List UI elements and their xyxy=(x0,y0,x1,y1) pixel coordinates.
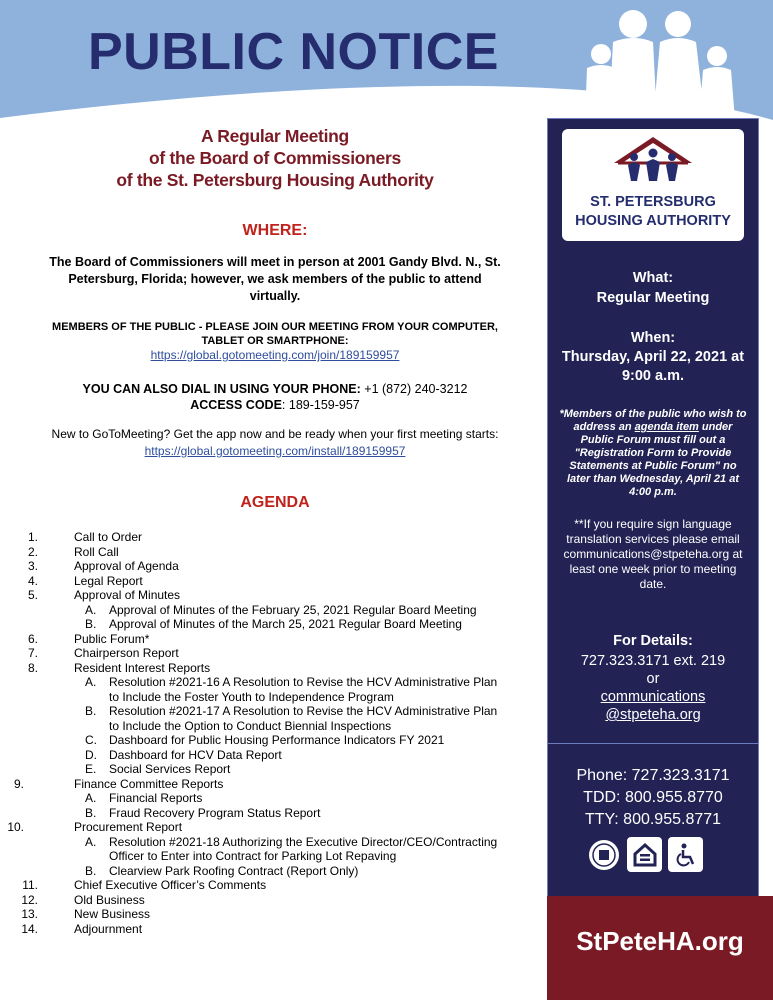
agenda-item xyxy=(0,864,545,879)
agenda-subitem-label: Resolution #2021-16 A Resolution to Revise the HCV Administrative Plan xyxy=(109,675,498,689)
agenda-item xyxy=(0,893,545,908)
details-or: or xyxy=(646,671,660,687)
tdd-number: TDD: 800.955.8770 xyxy=(583,789,723,806)
agenda-subitem-label: Resolution #2021-17 A Resolution to Revise the HCV Administrative Plan xyxy=(109,704,498,718)
join-line: MEMBERS OF THE PUBLIC - PLEASE JOIN OUR MEETING FROM YOUR COMPUTER, xyxy=(52,321,498,333)
agenda-subitem-letter: D. xyxy=(85,747,97,762)
equal-housing-icon xyxy=(627,837,662,872)
footer-band xyxy=(547,896,773,1000)
agenda-subitem-letter: A. xyxy=(85,675,97,689)
agenda-item xyxy=(0,777,545,792)
page-title: PUBLIC NOTICE xyxy=(88,23,499,81)
agenda-subitem-letter: A. xyxy=(85,602,97,617)
details-email-2[interactable]: @stpeteha.org xyxy=(605,707,701,723)
when-date: Thursday, April 22, 2021 at xyxy=(561,349,745,365)
agenda-subitem-letter: B. xyxy=(85,863,97,878)
agenda-item-number: 3. xyxy=(27,559,38,573)
agenda-item-number: 6. xyxy=(27,631,38,646)
agenda-subitem-letter: B. xyxy=(85,704,97,718)
agenda-subitem-continuation: to Include the Foster Youth to Independence Program xyxy=(109,689,394,704)
access-code-label: ACCESS CODE xyxy=(190,398,282,412)
agenda-item-number: 4. xyxy=(27,573,38,588)
sidebar xyxy=(547,118,759,898)
details-email-1[interactable]: communications xyxy=(600,689,706,705)
what-value: Regular Meeting xyxy=(596,290,710,306)
location-text xyxy=(20,254,530,305)
agenda-item xyxy=(0,748,545,763)
agenda-item xyxy=(0,690,545,705)
agenda-item xyxy=(0,588,545,603)
agenda-item xyxy=(0,603,545,618)
agenda-item xyxy=(0,791,545,806)
agenda-item xyxy=(0,646,545,661)
install-text: New to GoToMeeting? Get the app now and be ready when your first meeting starts: xyxy=(51,427,499,441)
agenda-item xyxy=(0,733,545,748)
join-link[interactable]: https://global.gotomeeting.com/join/189159957 xyxy=(150,348,400,362)
when-time: 9:00 a.m. xyxy=(621,368,685,384)
header-band xyxy=(0,0,773,120)
agenda-subitem-label: Financial Reports xyxy=(109,791,203,805)
agenda-item-label: Public Forum* xyxy=(74,631,150,646)
note-text: *Members of the public who wish to address an xyxy=(559,408,747,433)
agenda-subitem-label: Approval of Minutes of the March 25, 2021 Regular Board Meeting xyxy=(109,617,462,631)
agenda-item xyxy=(0,806,545,821)
agenda-item xyxy=(0,907,545,922)
install-info xyxy=(20,426,530,460)
logo-line-1: ST. PETERSBURG xyxy=(590,194,716,210)
join-instructions xyxy=(20,320,530,363)
agenda-item-label: Approval of Minutes xyxy=(74,588,181,602)
agenda-item xyxy=(0,574,545,589)
agenda-item xyxy=(0,849,545,864)
agenda-item xyxy=(0,704,545,719)
agenda-item xyxy=(0,820,545,835)
agenda-subitem-letter: A. xyxy=(85,791,97,805)
tty-number: TTY: 800.955.8771 xyxy=(584,811,722,828)
family-icon xyxy=(575,2,750,120)
dial-in-info xyxy=(20,381,530,413)
agenda-item-label: Old Business xyxy=(74,892,145,907)
dial-label: YOU CAN ALSO DIAL IN USING YOUR PHONE: xyxy=(82,382,365,396)
agenda-item xyxy=(0,719,545,734)
agenda-item-number: 11. xyxy=(22,878,38,892)
agenda-item-label: New Business xyxy=(74,907,151,921)
agenda-item xyxy=(0,878,545,893)
agenda-subitem-label: Dashboard for Public Housing Performance Indicators FY 2021 xyxy=(109,733,445,747)
install-link[interactable]: https://global.gotomeeting.com/install/189159957 xyxy=(144,444,406,458)
agenda-item-label: Procurement Report xyxy=(74,820,183,834)
spha-logo xyxy=(562,129,744,241)
access-code: : 189-159-957 xyxy=(281,398,360,412)
agenda-item-link[interactable]: agenda item xyxy=(634,421,699,433)
join-line: TABLET OR SMARTPHONE: xyxy=(201,335,349,347)
what-label: What: xyxy=(632,270,674,286)
meeting-title-line: A Regular Meeting xyxy=(201,126,349,146)
agenda-item xyxy=(0,559,545,574)
agenda-item-number: 13. xyxy=(21,907,38,921)
agenda-subitem-letter: C. xyxy=(85,733,97,747)
agenda-subitem-letter: B. xyxy=(85,617,97,631)
agenda-subitem-label: Approval of Minutes of the February 25, 2021 Regular Board Meeting xyxy=(109,602,477,617)
meeting-title-line: of the Board of Commissioners xyxy=(149,148,401,168)
agenda-subitem-label: Social Services Report xyxy=(109,762,231,776)
logo-line-2: HOUSING AUTHORITY xyxy=(575,213,731,229)
details-phone: 727.323.3171 ext. 219 xyxy=(580,653,726,669)
sign-language-note: **If you require sign language translation services please email communications@stpeteha.org at least one week prior to meeting date. xyxy=(563,517,743,591)
agenda-item xyxy=(0,922,545,937)
agenda-item-label: Adjournment xyxy=(74,921,143,936)
agenda-item-number: 5. xyxy=(27,588,38,602)
location-line: Petersburg, Florida; however, we ask members of the public to attend xyxy=(68,272,482,286)
agenda-item-number: 9. xyxy=(13,776,24,791)
agenda-item-number: 1. xyxy=(27,530,38,544)
hud-seal-icon xyxy=(586,837,621,872)
agenda-item-label: Approval of Agenda xyxy=(74,559,179,573)
agenda-subitem-label: Clearview Park Roofing Contract (Report Only) xyxy=(109,863,359,878)
note-text: under Public Forum must fill out a "Registration Form to Provide Statements at Public Forum" no later than Wednesday, April 21 at 4:00 p.m. xyxy=(567,421,739,498)
agenda-item-label: Chairperson Report xyxy=(74,646,179,660)
accessibility-icon xyxy=(668,837,703,872)
public-forum-note xyxy=(548,408,758,499)
agenda-subitem-letter: E. xyxy=(85,762,97,776)
meeting-title xyxy=(20,125,530,191)
agenda-item-label: Chief Executive Officer’s Comments xyxy=(74,878,267,892)
agenda-item-number: 12. xyxy=(21,892,38,907)
agenda-subitem-label: Resolution #2021-18 Authorizing the Executive Director/CEO/Contracting xyxy=(109,834,498,849)
agenda-item-label: Finance Committee Reports xyxy=(74,776,224,791)
agenda-subitem-label: Fraud Recovery Program Status Report xyxy=(109,805,321,820)
agenda-list xyxy=(0,530,545,936)
agenda-item xyxy=(0,762,545,777)
agenda-item-label: Legal Report xyxy=(74,573,143,588)
when-label: When: xyxy=(630,330,676,346)
compliance-icons xyxy=(586,837,703,872)
agenda-item-number: 10. xyxy=(7,820,24,834)
agenda-item-number: 2. xyxy=(27,544,38,559)
agenda-item-number: 14. xyxy=(21,921,38,936)
location-line: virtually. xyxy=(249,289,301,303)
meeting-title-line: of the St. Petersburg Housing Authority xyxy=(116,170,434,190)
sidebar-divider xyxy=(548,743,758,744)
agenda-item-number: 7. xyxy=(27,646,38,660)
dial-number: +1 (872) 240-3212 xyxy=(364,382,468,396)
agenda-subitem-letter: B. xyxy=(85,805,97,820)
agenda-subitem-label: Dashboard for HCV Data Report xyxy=(109,747,282,762)
where-heading: WHERE: xyxy=(242,222,308,239)
agenda-item xyxy=(0,530,545,545)
website-link[interactable]: StPeteHA.org xyxy=(576,926,744,956)
agenda-item-number: 8. xyxy=(27,660,38,675)
agenda-item xyxy=(0,675,545,690)
agenda-item xyxy=(0,545,545,560)
agenda-item xyxy=(0,632,545,647)
agenda-item-label: Call to Order xyxy=(74,530,143,544)
phone-number: Phone: 727.323.3171 xyxy=(576,767,730,784)
agenda-item xyxy=(0,661,545,676)
agenda-item xyxy=(0,617,545,632)
agenda-item-label: Resident Interest Reports xyxy=(74,660,211,675)
agenda-subitem-letter: A. xyxy=(85,834,97,849)
details-label: For Details: xyxy=(613,633,693,649)
agenda-item-label: Roll Call xyxy=(74,544,119,559)
location-line: The Board of Commissioners will meet in person at 2001 Gandy Blvd. N., St. xyxy=(49,255,501,269)
agenda-item xyxy=(0,835,545,850)
agenda-subitem-continuation: to Include the Option to Conduct Biennial Inspections xyxy=(109,718,392,733)
agenda-heading: AGENDA xyxy=(240,494,310,511)
agenda-subitem-continuation: Officer to Enter into Contract for Parking Lot Repaving xyxy=(109,849,397,863)
